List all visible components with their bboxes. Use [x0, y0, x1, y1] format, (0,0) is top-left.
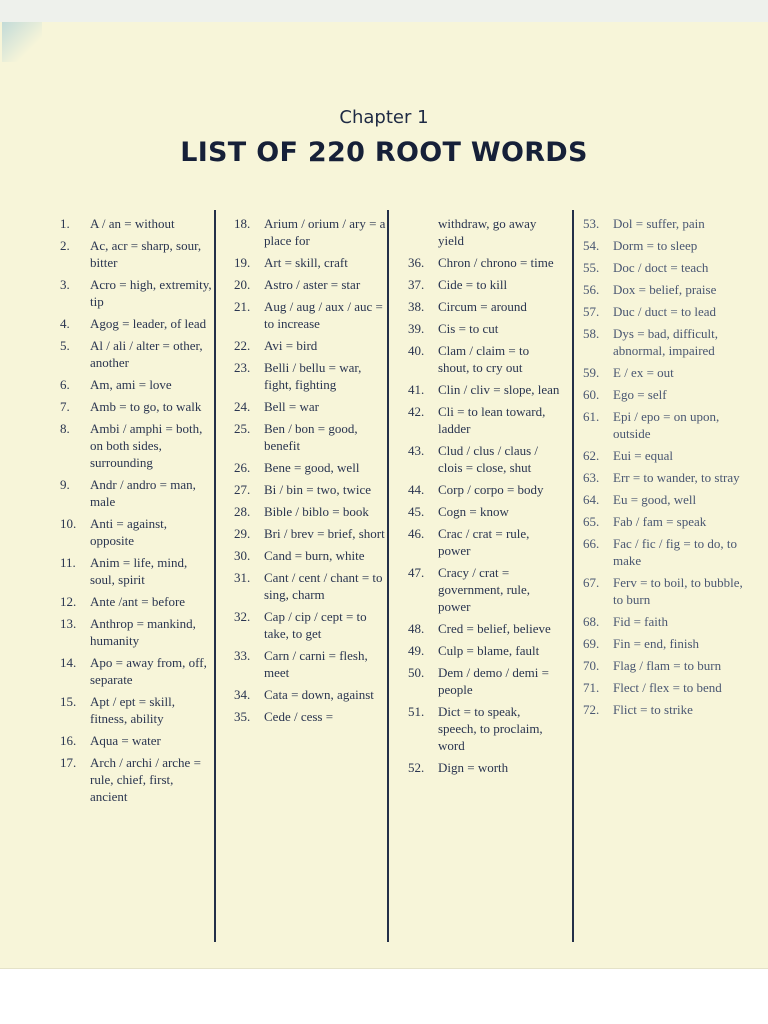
entry-text: Cide = to kill: [438, 277, 508, 292]
list-item: [583, 408, 743, 442]
list-item: [583, 513, 743, 530]
entry-number: 37.: [408, 277, 425, 292]
root-words-column-3: [408, 215, 560, 781]
list-item: [408, 320, 560, 337]
entry-number: 30.: [234, 548, 251, 563]
entry-number: 7.: [60, 399, 70, 414]
list-item: [583, 491, 743, 508]
entry-text: Corp / corpo = body: [438, 482, 544, 497]
list-item: [60, 693, 212, 727]
entry-text: Arium / orium / ary = a place for: [264, 216, 386, 248]
entry-number: 56.: [583, 282, 600, 297]
entry-text: Dign = worth: [438, 760, 509, 775]
entry-number: 32.: [234, 609, 251, 624]
entry-number: 48.: [408, 621, 425, 636]
list-item: [60, 420, 212, 471]
entry-text: Aug / aug / aux / auc = to increase: [264, 299, 383, 331]
list-item: [60, 754, 212, 805]
entry-text: Amb = to go, to walk: [90, 399, 202, 414]
list-item: [583, 574, 743, 608]
entry-text: Anthrop = mankind, humanity: [90, 616, 196, 648]
entry-number: 42.: [408, 404, 425, 419]
entry-number: 71.: [583, 680, 600, 695]
entry-text: Bible / biblo = book: [264, 504, 369, 519]
list-item: [583, 701, 743, 718]
entry-number: 11.: [60, 555, 76, 570]
list-item: [60, 276, 212, 310]
list-item: [408, 215, 560, 249]
entry-number: 14.: [60, 655, 77, 670]
list-item: [408, 276, 560, 293]
list-item: [583, 325, 743, 359]
entry-text: Dem / demo / demi = people: [438, 665, 549, 697]
list-item: [408, 664, 560, 698]
entry-text: Ambi / amphi = both, on both sides, surrounding: [90, 421, 203, 470]
entry-number: 26.: [234, 460, 251, 475]
entry-number: 4.: [60, 316, 70, 331]
entry-number: 67.: [583, 575, 600, 590]
list-item: [408, 642, 560, 659]
entry-text: withdraw, go away yield: [438, 216, 537, 248]
entry-text: Dict = to speak, speech, to proclaim, word: [438, 704, 543, 753]
entry-text: E / ex = out: [613, 365, 674, 380]
list-item: [583, 364, 743, 381]
entry-number: 35.: [234, 709, 251, 724]
entry-number: 1.: [60, 216, 70, 231]
entry-number: 23.: [234, 360, 251, 375]
entry-text: Agog = leader, of lead: [90, 316, 207, 331]
list-item: [583, 215, 743, 232]
entry-number: 8.: [60, 421, 70, 436]
list-item: [583, 237, 743, 254]
entry-text: Cred = belief, believe: [438, 621, 551, 636]
list-item: [234, 481, 386, 498]
entry-text: Ante /ant = before: [90, 594, 186, 609]
list-item: [408, 703, 560, 754]
entry-text: Cracy / crat = government, rule, power: [438, 565, 531, 614]
entry-number: [408, 215, 438, 249]
entry-text: Dys = bad, difficult, abnormal, impaired: [613, 326, 718, 358]
entry-number: 60.: [583, 387, 600, 402]
entry-number: 15.: [60, 694, 77, 709]
entry-text: Duc / duct = to lead: [613, 304, 716, 319]
root-words-column-1: [60, 215, 212, 810]
list-item: [408, 564, 560, 615]
entry-text: Clin / cliv = slope, lean: [438, 382, 560, 397]
entry-text: Clam / claim = to shout, to cry out: [438, 343, 530, 375]
entry-text: Epi / epo = on upon, outside: [613, 409, 720, 441]
entry-number: 40.: [408, 343, 425, 358]
entry-text: Clud / clus / claus / clois = close, shut: [438, 443, 539, 475]
entry-number: 21.: [234, 299, 251, 314]
entry-text: Fac / fic / fig = to do, to make: [613, 536, 737, 568]
entry-text: Dorm = to sleep: [613, 238, 698, 253]
entry-number: 65.: [583, 514, 600, 529]
entry-text: Flict = to strike: [613, 702, 693, 717]
list-item: [234, 459, 386, 476]
entry-text: Eui = equal: [613, 448, 674, 463]
entry-number: 50.: [408, 665, 425, 680]
list-item: [583, 259, 743, 276]
entry-text: Cata = down, against: [264, 687, 374, 702]
entry-text: Acro = high, extremity, tip: [90, 277, 212, 309]
list-item: [234, 708, 386, 725]
list-item: [234, 547, 386, 564]
entry-text: Bri / brev = brief, short: [264, 526, 385, 541]
entry-number: 44.: [408, 482, 425, 497]
entry-text: Doc / doct = teach: [613, 260, 709, 275]
entry-text: Avi = bird: [264, 338, 318, 353]
list-item: [583, 679, 743, 696]
entry-number: 13.: [60, 616, 77, 631]
list-item: [60, 654, 212, 688]
entry-number: 41.: [408, 382, 425, 397]
list-item: [408, 381, 560, 398]
list-item: [234, 359, 386, 393]
entry-number: 31.: [234, 570, 251, 585]
page-title: LIST OF 220 ROOT WORDS: [180, 137, 588, 168]
entry-number: 27.: [234, 482, 251, 497]
entry-number: 5.: [60, 338, 70, 353]
list-item: [234, 525, 386, 542]
entry-number: 12.: [60, 594, 77, 609]
page-bottom-edge: [0, 968, 768, 1024]
entry-text: Am, ami = love: [90, 377, 172, 392]
entry-number: 19.: [234, 255, 251, 270]
entry-number: 2.: [60, 238, 70, 253]
entry-text: Al / ali / alter = other, another: [90, 338, 203, 370]
entry-text: Err = to wander, to stray: [613, 470, 740, 485]
entry-text: Cli = to lean toward, ladder: [438, 404, 546, 436]
list-item: [60, 315, 212, 332]
list-item: [234, 503, 386, 520]
entry-number: 33.: [234, 648, 251, 663]
entry-text: Dox = belief, praise: [613, 282, 717, 297]
list-item: [60, 476, 212, 510]
entry-number: 16.: [60, 733, 77, 748]
entry-number: 59.: [583, 365, 600, 380]
entry-text: Bell = war: [264, 399, 319, 414]
book-page: [0, 22, 768, 1024]
root-words-column-2: [234, 215, 386, 730]
list-item: [234, 420, 386, 454]
entry-text: Fid = faith: [613, 614, 668, 629]
entry-text: Aqua = water: [90, 733, 161, 748]
entry-number: 69.: [583, 636, 600, 651]
entry-number: 36.: [408, 255, 425, 270]
list-item: [408, 298, 560, 315]
entry-number: 66.: [583, 536, 600, 551]
entry-number: 46.: [408, 526, 425, 541]
list-item: [60, 337, 212, 371]
list-item: [234, 215, 386, 249]
entry-number: 34.: [234, 687, 251, 702]
entry-text: Circum = around: [438, 299, 527, 314]
entry-text: Anti = against, opposite: [90, 516, 168, 548]
list-item: [408, 525, 560, 559]
entry-text: Fab / fam = speak: [613, 514, 707, 529]
entry-number: 63.: [583, 470, 600, 485]
entry-text: Ac, acr = sharp, sour, bitter: [90, 238, 202, 270]
entry-text: Cis = to cut: [438, 321, 499, 336]
entry-number: 45.: [408, 504, 425, 519]
entry-number: 3.: [60, 277, 70, 292]
list-item: [60, 215, 212, 232]
list-item: [408, 620, 560, 637]
list-item: [583, 635, 743, 652]
entry-text: Crac / crat = rule, power: [438, 526, 530, 558]
list-item: [234, 337, 386, 354]
list-item: [583, 447, 743, 464]
list-item: [234, 276, 386, 293]
list-item: [583, 303, 743, 320]
list-item: [60, 398, 212, 415]
list-item: [60, 732, 212, 749]
entry-number: 53.: [583, 216, 600, 231]
list-item: [583, 535, 743, 569]
list-item: [408, 442, 560, 476]
list-item: [583, 657, 743, 674]
entry-text: Astro / aster = star: [264, 277, 361, 292]
entry-text: Apo = away from, off, separate: [90, 655, 207, 687]
list-item: [408, 759, 560, 776]
entry-number: 70.: [583, 658, 600, 673]
entry-text: Fin = end, finish: [613, 636, 700, 651]
entry-text: Dol = suffer, pain: [613, 216, 705, 231]
list-item: [60, 515, 212, 549]
entry-text: Arch / archi / arche = rule, chief, first, ancient: [90, 755, 201, 804]
entry-number: 43.: [408, 443, 425, 458]
entry-text: Flect / flex = to bend: [613, 680, 722, 695]
list-item: [408, 254, 560, 271]
entry-text: Cogn = know: [438, 504, 509, 519]
entry-text: Bi / bin = two, twice: [264, 482, 371, 497]
column-divider: [387, 210, 389, 942]
entry-number: 68.: [583, 614, 600, 629]
list-item: [583, 281, 743, 298]
entry-number: 55.: [583, 260, 600, 275]
entry-text: Anim = life, mind, soul, spirit: [90, 555, 188, 587]
list-item: [234, 398, 386, 415]
list-item: [60, 554, 212, 588]
list-item: [408, 503, 560, 520]
entry-number: 64.: [583, 492, 600, 507]
entry-text: Cand = burn, white: [264, 548, 365, 563]
root-words-column-4: [583, 215, 743, 723]
entry-text: Bene = good, well: [264, 460, 360, 475]
entry-text: Art = skill, craft: [264, 255, 348, 270]
entry-number: 25.: [234, 421, 251, 436]
list-item: [583, 613, 743, 630]
entry-text: Apt / ept = skill, fitness, ability: [90, 694, 175, 726]
entry-text: Belli / bellu = war, fight, fighting: [264, 360, 362, 392]
entry-text: Cant / cent / chant = to sing, charm: [264, 570, 383, 602]
entry-number: 38.: [408, 299, 425, 314]
entry-text: Flag / flam = to burn: [613, 658, 722, 673]
entry-text: Ego = self: [613, 387, 667, 402]
list-item: [234, 254, 386, 271]
entry-number: 28.: [234, 504, 251, 519]
column-divider: [572, 210, 574, 942]
entry-number: 62.: [583, 448, 600, 463]
entry-number: 51.: [408, 704, 425, 719]
list-item: [408, 403, 560, 437]
entry-text: Cap / cip / cept = to take, to get: [264, 609, 367, 641]
entry-number: 17.: [60, 755, 77, 770]
entry-number: 54.: [583, 238, 600, 253]
list-item: [60, 237, 212, 271]
entry-number: 6.: [60, 377, 70, 392]
list-item: [234, 608, 386, 642]
entry-text: Ben / bon = good, benefit: [264, 421, 358, 453]
entry-number: 72.: [583, 702, 600, 717]
entry-number: 57.: [583, 304, 600, 319]
entry-number: 9.: [60, 477, 70, 492]
list-item: [60, 593, 212, 610]
list-item: [234, 647, 386, 681]
list-item: [60, 376, 212, 393]
list-item: [234, 569, 386, 603]
entry-text: Eu = good, well: [613, 492, 697, 507]
entry-text: Chron / chrono = time: [438, 255, 554, 270]
entry-text: Carn / carni = flesh, meet: [264, 648, 368, 680]
entry-text: Andr / andro = man, male: [90, 477, 196, 509]
entry-number: 22.: [234, 338, 251, 353]
entry-number: 49.: [408, 643, 425, 658]
entry-text: Ferv = to boil, to bubble, to burn: [613, 575, 743, 607]
list-item: [234, 686, 386, 703]
entry-number: 47.: [408, 565, 425, 580]
entry-number: 39.: [408, 321, 425, 336]
chapter-heading: Chapter 1: [339, 107, 429, 128]
list-item: [583, 386, 743, 403]
scan-artifact: [2, 22, 42, 62]
entry-number: 58.: [583, 326, 600, 341]
list-item: [408, 342, 560, 376]
entry-text: A / an = without: [90, 216, 175, 231]
entry-text: Cede / cess =: [264, 709, 334, 724]
entry-text: Culp = blame, fault: [438, 643, 540, 658]
entry-number: 18.: [234, 216, 251, 231]
list-item: [60, 615, 212, 649]
column-divider: [214, 210, 216, 942]
entry-number: 29.: [234, 526, 251, 541]
list-item: [408, 481, 560, 498]
list-item: [234, 298, 386, 332]
entry-number: 61.: [583, 409, 600, 424]
entry-number: 52.: [408, 760, 425, 775]
entry-number: 10.: [60, 516, 77, 531]
list-item: [583, 469, 743, 486]
entry-number: 24.: [234, 399, 251, 414]
entry-number: 20.: [234, 277, 251, 292]
